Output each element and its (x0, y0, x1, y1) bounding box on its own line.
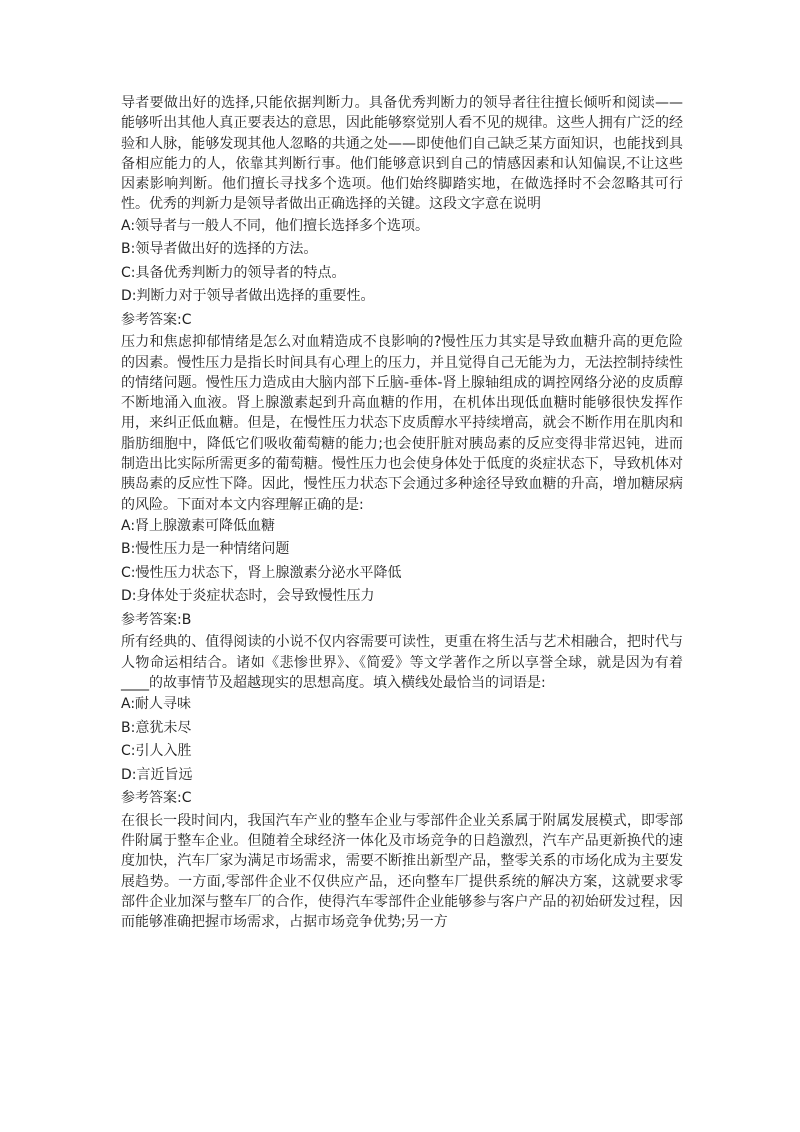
option-d: D:言近旨远 (121, 766, 193, 783)
option-d: D:判断力对于领导者做出选择的重要性。 (121, 288, 375, 305)
option-c: C:慢性压力状态下，肾上腺激素分泌水平降低 (121, 564, 402, 581)
option-a: A:耐人寻味 (121, 696, 192, 713)
option-c: C:引人入胜 (121, 743, 192, 760)
option-b: B:慢性压力是一种情绪问题 (121, 541, 290, 558)
option-d: D:身体处于炎症状态时，会导致慢性压力 (121, 588, 375, 605)
answer-line: 参考答案:C (121, 311, 192, 328)
option-a: A:肾上腺激素可降低血糖 (121, 517, 276, 534)
answer-line: 参考答案:C (121, 790, 192, 807)
option-b: B:意犹未尽 (121, 719, 192, 736)
option-c: C:具备优秀判断力的领导者的特点。 (121, 264, 346, 281)
answer-line: 参考答案:B (121, 611, 192, 628)
question-stem: 所有经典的、值得阅读的小说不仅内容需要可读性，更重在将生活与艺术相融合，把时代与人物命运相结合。诸如《悲惨世界》、《简爱》等文学著作之所以享誉全球，就是因为有着____的故事情节及超越现实的思想高度。填入横线处最恰当的词语是: (121, 634, 683, 692)
document-page (121, 93, 683, 933)
question-stem: 压力和焦虑抑郁情绪是怎么对血精造成不良影响的?慢性压力其实是导致血糖升高的更危险的因素。慢性压力是指长时间具有心理上的压力，并且觉得自己无能为力，无法控制持续性的情绪问题。慢性压力造成由大脑内部下丘脑-垂体-肾上腺轴组成的调控网络分泌的皮质醇不断地涌入血液。肾上腺激素起到升高血糖的作用，在机体出现低血糖时能够很快发挥作用，来纠正低血糖。但是，在慢性压力状态下皮质醇水平持续增高，就会不断作用在肌肉和脂肪细胞中，降低它们吸收葡萄糖的能力;也会使肝脏对胰岛素的反应变得非常迟钝，进而制造出比实际所需更多的葡萄糖。慢性压力也会使身体处于低度的炎症状态下，导致机体对胰岛素的反应性下降。因此，慢性压力状态下会通过多种途径导致血糖的升高，增加糖尿病的风险。下面对本文内容理解正确的是: (121, 334, 683, 513)
option-a: A:领导者与一般人不同，他们擅长选择多个选项。 (121, 217, 430, 234)
question-stem: 导者要做出好的选择,只能依据判断力。具备优秀判断力的领导者往往擅长倾听和阅读——能够听出其他人真正要表达的意思，因此能够察觉别人看不见的规律。这些人拥有广泛的经验和人脉，能够发现其他人忽略的共通之处——即使他们自己缺乏某方面知识，也能找到具备相应能力的人，依靠其判断行事。他们能够意识到自己的情感因素和认知偏误,不让这些因素影响判断。他们擅长寻找多个选项。他们始终脚踏实地，在做选择时不会忽略其可行性。优秀的判新力是领导者做出正确选择的关键。这段文字意在说明 (121, 95, 683, 213)
option-b: B:领导者做出好的选择的方法。 (121, 241, 318, 258)
question-stem: 在很长一段时间内，我国汽车产业的整车企业与零部件企业关系属于附属发展模式，即零部件附属于整车企业。但随着全球经济一体化及市场竞争的日趋激烈，汽车产品更新换代的速度加快，汽车厂家为满足市场需求，需要不断推出新型产品，整零关系的市场化成为主要发展趋势。一方面,零部件企业不仅供应产品，还向整车厂提供系统的解决方案，这就要求零部件企业加深与整车厂的合作，使得汽车零部件企业能够参与客户产品的初始研发过程，因而能够准确把握市场需求，占据市场竞争优势;另一方 (121, 812, 683, 931)
